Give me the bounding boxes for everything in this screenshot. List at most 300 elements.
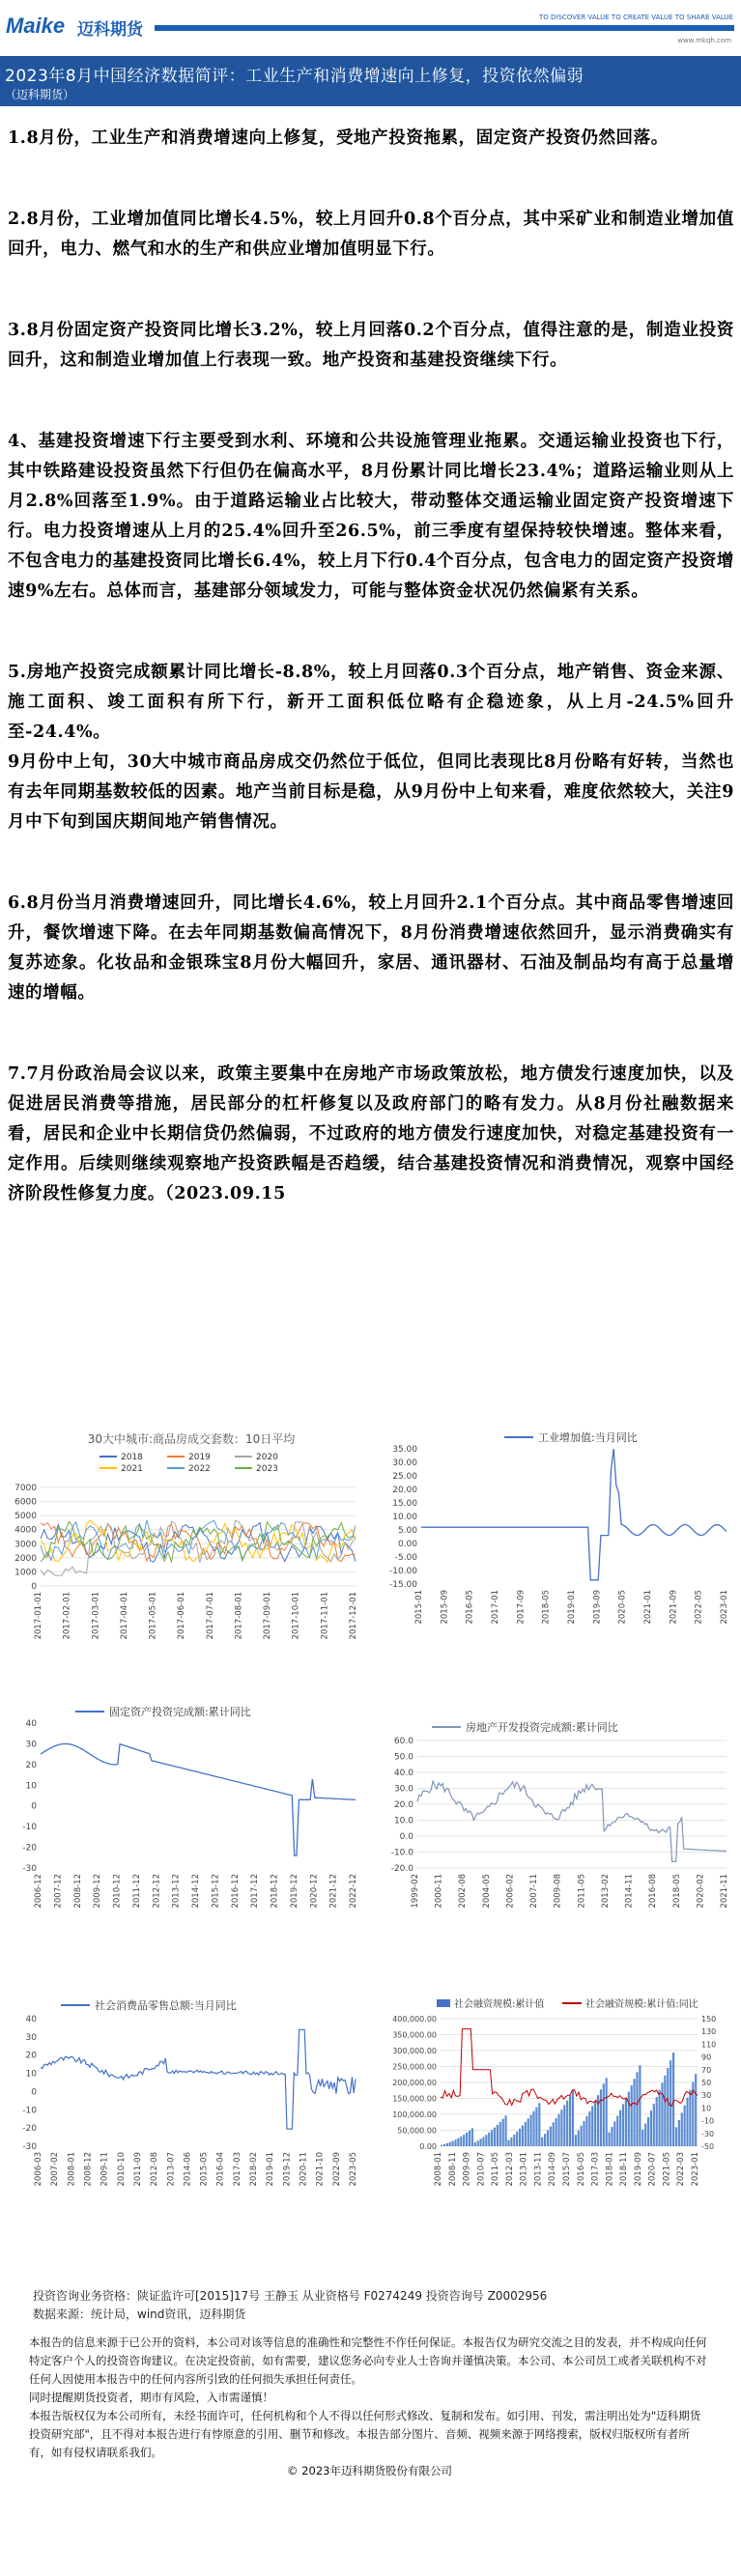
bar — [446, 2143, 448, 2146]
x-tick-label: 2017-09 — [516, 1590, 527, 1625]
bar — [670, 2060, 671, 2146]
bar — [544, 2134, 546, 2146]
bar — [588, 2111, 590, 2146]
x-tick-label: 2018-05 — [541, 1590, 552, 1625]
y-right-tick-label: 90 — [701, 2052, 712, 2062]
y-tick-label: -10.00 — [388, 1567, 417, 1576]
legend-label: 2020 — [256, 1453, 278, 1462]
bar — [611, 2127, 613, 2146]
bar — [672, 2052, 674, 2146]
x-tick-label: 2019-12 — [289, 1874, 299, 1909]
x-tick-label: 2023-01 — [691, 2152, 700, 2187]
bar — [482, 2137, 484, 2146]
bar — [491, 2130, 493, 2146]
y-tick-label: -10 — [22, 1823, 37, 1833]
header-slogan: TO DISCOVER VALUE TO CREATE VALUE TO SHARE VALUE — [539, 14, 733, 21]
bar — [532, 2111, 534, 2146]
bar — [499, 2122, 501, 2146]
header-divider — [155, 25, 734, 31]
x-tick-label: 2023-05 — [349, 2152, 358, 2187]
x-tick-label: 2009-08 — [553, 1874, 563, 1909]
x-tick-label: 2019-12 — [282, 2152, 293, 2187]
x-tick-label: 2021-05 — [662, 2152, 672, 2187]
x-tick-label: 2022-09 — [331, 2152, 342, 2187]
y-right-tick-label: 70 — [701, 2065, 712, 2075]
y-tick-label: 6000 — [14, 1497, 37, 1508]
y-tick-label: 0 — [31, 1582, 37, 1592]
x-tick-label: 2007-02 — [50, 2152, 61, 2187]
bar — [578, 2131, 580, 2146]
data-source-line: 数据来源：统计局，wind资讯，迈科期货 — [33, 2307, 246, 2321]
x-tick-label: 2013-01 — [519, 2152, 529, 2187]
x-tick-label: 2017-11-01 — [320, 1592, 330, 1640]
legend-left: 社会融资规模:累计值 — [454, 1999, 545, 2010]
chart-title: 固定资产投资完成额:累计同比 — [109, 1706, 251, 1718]
x-tick-label: 2021-09 — [669, 1590, 679, 1625]
y-tick-label: 200,000.00 — [392, 2079, 437, 2087]
y-tick-label: 0.00 — [419, 2142, 437, 2151]
bar — [477, 2140, 479, 2146]
series-line — [441, 2029, 698, 2107]
x-tick-label: 2008-01 — [434, 2152, 443, 2187]
x-tick-label: 2008-01 — [67, 2152, 77, 2187]
bar — [572, 2090, 574, 2146]
legend-label: 2022 — [188, 1464, 211, 1474]
y-right-tick-label: -30 — [701, 2129, 715, 2138]
bar — [507, 2139, 509, 2146]
bar — [463, 2135, 465, 2146]
bar — [656, 2097, 658, 2146]
bar — [606, 2078, 608, 2146]
x-tick-label: 2017-01-01 — [34, 1592, 43, 1640]
chart-title: 社会消费品零售总额:当月同比 — [95, 1999, 237, 2012]
series-line — [421, 1449, 727, 1580]
bar — [647, 2117, 649, 2146]
y-right-tick-label: -10 — [701, 2116, 715, 2126]
company-logo: Maike — [6, 14, 66, 38]
paragraph-7: 7.7月份政治局会议以来，政策主要集中在房地产市场政策放松，地方债发行速度加快，以及促进居民消费等措施，居民部分的杠杆修复以及政府部门的略有发力。从8月份社融数据来看，居民和企业中长期信贷仍然偏弱，不过政府的地方债发行速度加快，对稳定基建投资有一定作用。后续则继续观察地产投资跌幅是否趋缓，结合基建投资情况和消费情况，观察中国经济阶段性修复力度。（2023.09.15 — [8, 1064, 734, 1203]
bar — [557, 2114, 559, 2146]
x-tick-label: 2023-01 — [720, 1590, 729, 1625]
x-tick-label: 2017-08-01 — [234, 1592, 244, 1640]
x-tick-label: 2009-12 — [93, 1874, 103, 1909]
x-tick-label: 2017-04-01 — [119, 1592, 129, 1640]
y-tick-label: 0 — [31, 2087, 37, 2098]
bar — [457, 2138, 459, 2146]
x-tick-label: 2016-04 — [215, 2152, 226, 2187]
x-tick-label: 2006-03 — [34, 2152, 43, 2187]
y-tick-label: 60.0 — [393, 1737, 413, 1746]
bar — [631, 2085, 633, 2146]
y-tick-label: 20 — [25, 1760, 37, 1770]
x-tick-label: 2016-05 — [576, 2152, 586, 2187]
y-right-tick-label: 130 — [701, 2027, 717, 2037]
bar — [441, 2145, 442, 2146]
bar — [494, 2128, 496, 2146]
bar — [479, 2138, 481, 2146]
y-tick-label: 30 — [25, 1740, 37, 1750]
bar — [513, 2135, 515, 2146]
x-tick-label: 2015-09 — [440, 1590, 450, 1625]
y-tick-label: -30 — [22, 1864, 37, 1874]
paragraph-5: 5.房地产投资完成额累计同比增长-8.8%，较上月回落0.3个百分点，地产销售、资金来源、施工面积、竣工面积有所下行，新开工面积低位略有企稳迹象，从上月-24.5%回升至-24.4%。 9月份中上旬，30大中城市商品房成交仍然位于低位，但同比表现比8月份略有好转，当然也有去年同期基数较低的因素。地产当前目标是稳，从9月份中上旬来看，难度依然较大，关注9月中下旬到国庆期间地产销售情况。 — [8, 663, 734, 832]
report-source: （迈科期货） — [5, 88, 75, 101]
bar — [497, 2125, 499, 2146]
bar — [616, 2116, 618, 2146]
bar — [581, 2126, 583, 2146]
x-tick-label: 2021-10 — [315, 2152, 326, 2187]
disclaimer-para: 同时提醒期货投资者，期市有风险，入市需谨慎！ — [29, 2391, 273, 2404]
bar — [485, 2135, 487, 2146]
y-tick-label: 30.0 — [393, 1784, 413, 1795]
legend-label: 2023 — [256, 1464, 278, 1474]
x-tick-label: 2007-12 — [53, 1874, 64, 1909]
y-tick-label: -5.00 — [394, 1553, 417, 1563]
disclaimer-para: 本报告版权仅为本公司所有，未经书面许可，任何机构和个人不得以任何形式修改、复制和发布。如引用、刊发，需注明出处为"迈科期货投资研究部"，且不得对本报告进行有悖原意的引用、删节和修改。本报告部分图片、音频、视频来源于网络搜索，版权归版权所有者所有，如有侵权请联系我们。 — [29, 2409, 701, 2459]
x-tick-label: 2019-01 — [266, 2152, 276, 2187]
bar — [510, 2137, 512, 2146]
chart-title: 30大中城市:商品房成交套数：10日平均 — [87, 1432, 296, 1446]
bar — [474, 2142, 476, 2146]
x-tick-label: 2013-12 — [171, 1874, 182, 1909]
copyright: © 2023年迈科期货股份有限公司 — [287, 2464, 452, 2477]
chart-social-financing — [379, 1980, 736, 2204]
x-tick-label: 2016-08 — [648, 1874, 659, 1909]
bar — [547, 2130, 549, 2146]
bar — [661, 2082, 663, 2146]
bar — [460, 2137, 462, 2146]
chart-30-cities-housing — [8, 1428, 365, 1652]
x-tick-label: 2000-11 — [434, 1874, 444, 1909]
y-tick-label: 4000 — [14, 1525, 37, 1536]
y-tick-label: -20 — [22, 2124, 37, 2135]
y-tick-label: -15.00 — [388, 1580, 417, 1590]
bar — [566, 2101, 568, 2146]
x-tick-label: 2004-05 — [481, 1874, 492, 1909]
bar — [634, 2079, 636, 2146]
x-tick-label: 2018-12 — [270, 1874, 280, 1909]
bar — [591, 2106, 593, 2146]
y-tick-label: 350,000.00 — [392, 2030, 437, 2040]
bar — [636, 2072, 638, 2146]
x-tick-label: 2017-03 — [590, 2152, 601, 2187]
x-tick-label: 2011-12 — [131, 1874, 142, 1909]
x-tick-label: 2017-03 — [232, 2152, 242, 2187]
x-tick-label: 2012-08 — [150, 2152, 160, 2187]
x-tick-label: 2008-11 — [447, 2152, 458, 2187]
bar — [678, 2120, 680, 2146]
y-tick-label: 150,000.00 — [392, 2094, 437, 2104]
chart-title: 房地产开发投资完成额:累计同比 — [466, 1721, 618, 1734]
bar — [452, 2141, 454, 2146]
x-tick-label: 2006-12 — [34, 1874, 43, 1909]
y-tick-label: 0.00 — [397, 1540, 417, 1549]
bar — [619, 2110, 621, 2146]
y-tick-label: 50.0 — [393, 1752, 413, 1763]
x-tick-label: 2020-02 — [696, 1874, 706, 1909]
bar — [608, 2133, 610, 2146]
y-right-tick-label: -50 — [701, 2142, 715, 2151]
bar — [553, 2122, 555, 2146]
x-tick-label: 2018-11 — [619, 2152, 630, 2187]
bar — [469, 2131, 470, 2146]
y-tick-label: 35.00 — [392, 1445, 417, 1455]
chart-real-estate-investment — [379, 1702, 736, 1926]
legend-label: 2018 — [121, 1453, 143, 1462]
disclaimer-para: 本报告的信息来源于已公开的资料，本公司对该等信息的准确性和完整性不作任何保证。本报告仅为研究交流之目的发表，并不构成向任何特定客户个人的投资咨询建议。在决定投资前，如有需要，建议您务必向专业人士咨询并谨慎决策。本公司、本公司员工或者关联机构不对任何人因使用本报告中的任何内容所引致的任何损失承担任何责任。 — [29, 2335, 707, 2386]
paragraph-6: 6.8月份当月消费增速回升，同比增长4.6%，较上月回升2.1个百分点。其中商品零售增速回升，餐饮增速下降。在去年同期基数偏高情况下，8月份消费增速依然回升，显示消费确实有复苏迹象。化妆品和金银珠宝8月份大幅回升，家居、通讯器材、石油及制品均有高于总量增速的增幅。 — [8, 893, 734, 1003]
y-tick-label: 30.00 — [392, 1458, 417, 1468]
y-tick-label: 10.0 — [393, 1816, 413, 1826]
x-tick-label: 2017-02-01 — [62, 1592, 72, 1640]
y-tick-label: -20.0 — [390, 1864, 413, 1874]
bar — [538, 2103, 540, 2146]
paragraph-2: 2.8月份，工业增加值同比增长4.5%，较上月回升0.8个百分点，其中采矿业和制造业增加值回升，电力、燃气和水的生产和供应业增加值明显下行。 — [8, 210, 734, 259]
x-tick-label: 2010-12 — [112, 1874, 123, 1909]
y-right-tick-label: 10 — [701, 2104, 712, 2113]
bar — [449, 2142, 451, 2146]
x-tick-label: 2016-05 — [465, 1590, 475, 1625]
bar — [466, 2133, 468, 2146]
x-tick-label: 2013-07 — [166, 2152, 177, 2187]
x-tick-label: 2017-10-01 — [291, 1592, 301, 1640]
bar — [505, 2115, 507, 2146]
bar — [560, 2109, 562, 2146]
x-tick-label: 2002-08 — [458, 1874, 469, 1909]
y-tick-label: -10.0 — [390, 1848, 413, 1858]
bar — [575, 2135, 577, 2146]
bar — [471, 2128, 473, 2146]
x-tick-label: 2009-11 — [100, 2152, 110, 2187]
y-tick-label: 40 — [25, 1719, 37, 1729]
bar — [525, 2122, 527, 2146]
bar — [681, 2112, 683, 2146]
x-tick-label: 2019-01 — [567, 1590, 577, 1625]
x-tick-label: 2014-12 — [191, 1874, 201, 1909]
legend-label: 2019 — [188, 1453, 211, 1462]
x-tick-label: 2020-11 — [299, 2152, 309, 2187]
chart-retail-sales — [8, 1980, 365, 2204]
report-body — [8, 124, 734, 1260]
bar — [516, 2132, 518, 2146]
y-tick-label: 10.00 — [392, 1513, 417, 1522]
bar — [488, 2133, 490, 2146]
y-tick-label: 30 — [25, 2032, 37, 2043]
disclaimer — [29, 2334, 710, 2480]
y-tick-label: 20.0 — [393, 1800, 413, 1810]
company-name: 迈科期货 — [77, 20, 143, 40]
bar — [563, 2105, 565, 2146]
bar — [569, 2095, 571, 2146]
bar — [502, 2119, 504, 2146]
x-tick-label: 2012-03 — [504, 2152, 515, 2187]
x-tick-label: 2013-11 — [533, 2152, 544, 2187]
bar — [650, 2110, 652, 2146]
bar — [689, 2090, 691, 2146]
x-tick-label: 2014-09 — [548, 2152, 558, 2187]
legend-label: 2021 — [121, 1464, 143, 1474]
bar — [667, 2068, 669, 2146]
x-tick-label: 2017-01 — [491, 1590, 500, 1625]
bar — [530, 2115, 532, 2146]
y-tick-label: -20 — [22, 1843, 37, 1854]
x-tick-label: 2021-12 — [328, 1874, 339, 1909]
y-tick-label: 300,000.00 — [392, 2047, 437, 2055]
x-tick-label: 2017-06-01 — [177, 1592, 187, 1640]
y-tick-label: 100,000.00 — [392, 2110, 437, 2119]
chart-industrial-value-added — [379, 1428, 736, 1652]
x-tick-label: 2017-05-01 — [148, 1592, 158, 1640]
bar — [519, 2129, 521, 2146]
bar — [454, 2139, 456, 2146]
page-header — [0, 0, 741, 56]
bar — [695, 2074, 697, 2146]
bar — [664, 2076, 666, 2146]
x-tick-label: 2018-01 — [605, 2152, 615, 2187]
bar — [625, 2098, 627, 2146]
bar — [653, 2104, 655, 2146]
x-tick-label: 2021-11 — [720, 1874, 729, 1909]
x-tick-label: 2017-03-01 — [91, 1592, 101, 1640]
x-tick-label: 2020-12 — [309, 1874, 320, 1909]
x-tick-label: 2011-05 — [577, 1874, 587, 1909]
x-tick-label: 2018-02 — [249, 2152, 260, 2187]
legend-right: 社会融资规模:累计值:同比 — [585, 1999, 698, 2010]
y-tick-label: 250,000.00 — [392, 2062, 437, 2072]
x-tick-label: 2007-11 — [529, 1874, 540, 1909]
x-tick-label: 2015-07 — [562, 2152, 572, 2187]
y-tick-label: 10 — [25, 2069, 37, 2080]
legend-swatch-bars — [437, 1999, 450, 2007]
bar — [641, 2130, 643, 2146]
series-line — [41, 1520, 356, 1562]
x-tick-label: 2017-12 — [250, 1874, 261, 1909]
y-tick-label: 20 — [25, 2051, 37, 2061]
x-tick-label: 2010-07 — [476, 2152, 487, 2187]
bar — [628, 2092, 630, 2146]
paragraph-4: 4、基建投资增速下行主要受到水利、环境和公共设施管理业拖累。交通运输业投资也下行，其中铁路建设投资虽然下行但仍在偏高水平，8月份累计同比增长23.4%；道路运输业则从上月2.8%回落至1.9%。由于道路运输业占比较大，带动整体交通运输业固定资产投资增速下行。电力投资增速从上月的25.4%回升至26.5%，前三季度有望保持较快增速。整体来看，不包含电力的基建投资同比增长6.4%，较上月下行0.4个百分点，包含电力的固定资产投资增速9%左右。总体而言，基建部分领域发力，可能与整体资金状况仍然偏紧有关系。 — [8, 432, 734, 601]
bar — [541, 2137, 543, 2146]
bar — [594, 2101, 596, 2146]
bar — [522, 2125, 524, 2146]
x-tick-label: 2015-01 — [414, 1590, 424, 1625]
x-tick-label: 2014-06 — [183, 2152, 193, 2187]
y-tick-label: 2000 — [14, 1553, 37, 1564]
y-tick-label: 0 — [31, 1801, 37, 1812]
y-tick-label: 25.00 — [392, 1472, 417, 1482]
x-tick-label: 2017-12-01 — [349, 1592, 358, 1640]
bar — [644, 2124, 646, 2146]
x-tick-label: 2017-07-01 — [205, 1592, 215, 1640]
y-right-tick-label: 150 — [701, 2015, 717, 2024]
x-tick-label: 2020-07 — [647, 2152, 658, 2187]
y-tick-label: 7000 — [14, 1484, 37, 1493]
x-tick-label: 2011-09 — [132, 2152, 143, 2187]
y-tick-label: 0.0 — [399, 1832, 413, 1842]
y-tick-label: 20.00 — [392, 1486, 417, 1495]
y-tick-label: -10 — [22, 2106, 37, 2116]
x-tick-label: 2015-05 — [199, 2152, 210, 2187]
bar — [583, 2121, 584, 2146]
x-tick-label: 2006-02 — [505, 1874, 516, 1909]
x-tick-label: 2012-12 — [152, 1874, 162, 1909]
y-tick-label: 40.0 — [393, 1769, 413, 1778]
x-tick-label: 2018-05 — [671, 1874, 682, 1909]
x-tick-label: 2014-11 — [624, 1874, 635, 1909]
y-tick-label: 15.00 — [392, 1499, 417, 1509]
bar — [443, 2144, 445, 2146]
x-tick-label: 2022-05 — [694, 1590, 704, 1625]
x-tick-label: 2022-03 — [676, 2152, 687, 2187]
bar — [684, 2106, 686, 2146]
y-tick-label: 3000 — [14, 1540, 37, 1550]
contact-info — [33, 2287, 547, 2324]
bar — [535, 2108, 537, 2146]
header-website: www.mkqh.com — [677, 37, 731, 44]
bar — [603, 2083, 605, 2146]
series-line — [41, 1743, 356, 1855]
y-tick-label: 1000 — [14, 1568, 37, 1578]
title-bar — [0, 56, 741, 106]
y-tick-label: 5.00 — [397, 1526, 417, 1536]
series-line — [417, 1781, 727, 1861]
x-tick-label: 2015-12 — [211, 1874, 221, 1909]
paragraph-3: 3.8月份固定资产投资同比增长3.2%，较上月回落0.2个百分点，值得注意的是，制造业投资回升，这和制造业增加值上行表现一致。地产投资和基建投资继续下行。 — [8, 321, 734, 370]
x-tick-label: 2019-09 — [633, 2152, 643, 2187]
y-tick-label: 400,000.00 — [392, 2015, 437, 2024]
paragraph-1: 1.8月份，工业生产和消费增速向上修复，受地产投资拖累，固定资产投资仍然回落。 — [8, 128, 669, 148]
x-tick-label: 2013-02 — [600, 1874, 611, 1909]
x-tick-label: 2008-12 — [72, 1874, 83, 1909]
bar — [556, 2118, 557, 2146]
y-tick-label: 50,000.00 — [397, 2126, 437, 2136]
bar — [527, 2118, 529, 2146]
x-tick-label: 2008-12 — [83, 2152, 94, 2187]
bar — [622, 2104, 624, 2146]
series-line — [41, 2029, 356, 2129]
y-tick-label: 10 — [25, 1781, 37, 1792]
bar — [585, 2116, 587, 2146]
chart-fixed-asset-investment — [8, 1702, 365, 1926]
y-right-tick-label: 50 — [701, 2079, 712, 2087]
bar — [613, 2121, 615, 2146]
bar — [600, 2089, 602, 2146]
qualification-line: 投资咨询业务资格：陕证监许可[2015]17号 王静玉 从业资格号 F0274249 投资咨询号 Z0002956 — [33, 2289, 548, 2303]
bar — [675, 2127, 677, 2146]
y-tick-label: -30 — [22, 2142, 37, 2152]
x-tick-label: 1999-02 — [411, 1874, 420, 1909]
x-tick-label: 2009-09 — [462, 2152, 472, 2187]
y-tick-label: 5000 — [14, 1512, 37, 1522]
x-tick-label: 2011-05 — [491, 2152, 501, 2187]
chart-title: 工业增加值:当月同比 — [538, 1431, 638, 1444]
y-right-tick-label: 110 — [701, 2040, 717, 2050]
bar — [686, 2098, 688, 2146]
bar — [550, 2126, 552, 2146]
x-tick-label: 2010-10 — [116, 2152, 127, 2187]
x-tick-label: 2017-09-01 — [263, 1592, 273, 1640]
bar — [639, 2065, 641, 2146]
x-tick-label: 2016-12 — [230, 1874, 241, 1909]
bar — [659, 2090, 661, 2146]
x-tick-label: 2019-09 — [592, 1590, 603, 1625]
y-right-tick-label: 30 — [701, 2091, 712, 2101]
x-tick-label: 2020-05 — [617, 1590, 628, 1625]
y-tick-label: 40 — [25, 2015, 37, 2024]
x-tick-label: 2021-01 — [643, 1590, 653, 1625]
x-tick-label: 2022-12 — [349, 1874, 358, 1909]
report-title: 2023年8月中国经济数据简评：工业生产和消费增速向上修复，投资依然偏弱 — [5, 67, 584, 86]
